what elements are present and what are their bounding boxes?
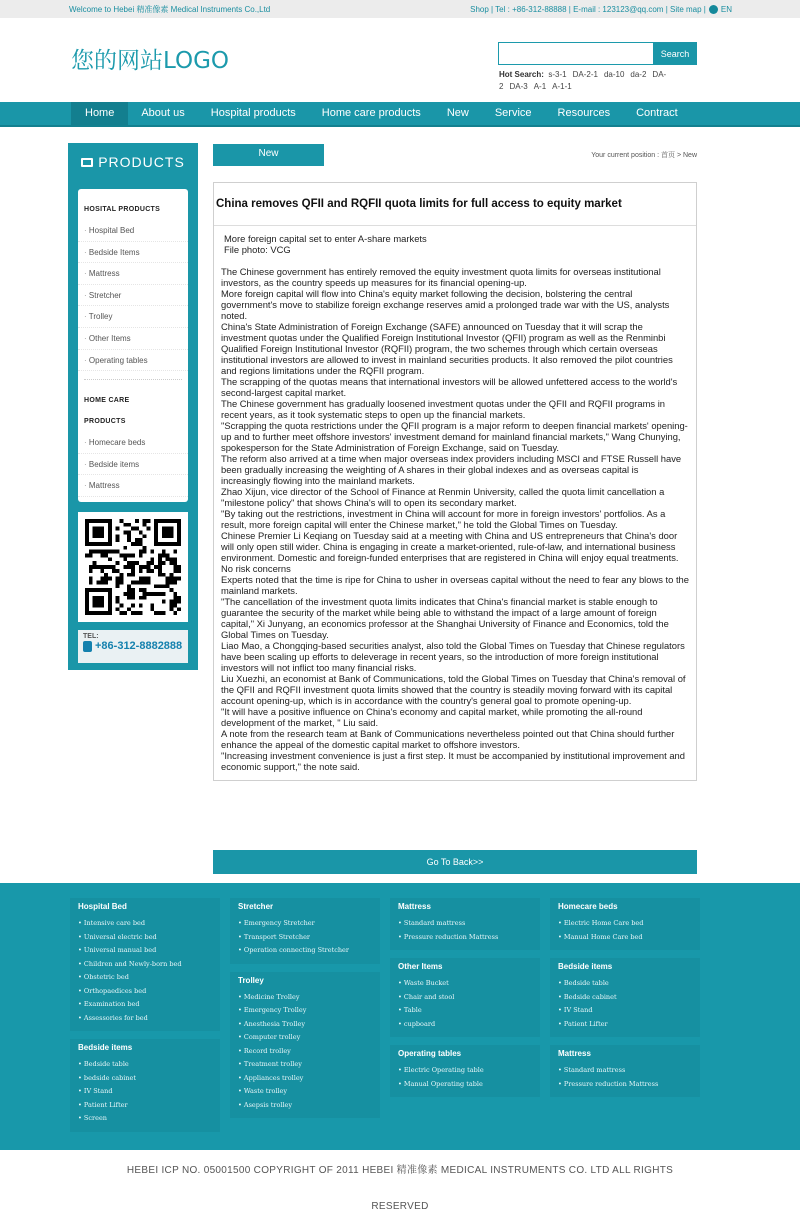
nav-item-resources[interactable]: Resources (557, 107, 611, 119)
footer-column (70, 898, 220, 1140)
footer-link[interactable]: • Emergency Stretcher (238, 917, 372, 931)
hot-keyword-link[interactable]: DA-2-1 (572, 70, 598, 79)
footer-block (70, 1039, 220, 1132)
sidebar-item[interactable]: · Operating tables (78, 350, 188, 372)
copyright-line-2: RESERVED (371, 1201, 429, 1212)
article-area (213, 143, 697, 781)
footer-link[interactable]: • Chair and stool (398, 991, 532, 1005)
footer-block (390, 958, 540, 1037)
footer-link[interactable]: • Assessories for bed (78, 1012, 212, 1026)
article-body (214, 226, 696, 780)
footer-heading[interactable]: Homecare beds (558, 902, 618, 911)
footer-link[interactable]: • IV Stand (558, 1004, 692, 1018)
footer-link[interactable]: • Anesthesia Trolley (238, 1018, 372, 1032)
monitor-icon (81, 158, 93, 167)
language-link[interactable]: EN (720, 4, 732, 14)
footer-link[interactable]: • Transport Stretcher (238, 931, 372, 945)
footer-link[interactable]: • bedside cabinet (78, 1072, 212, 1086)
article-paragraph: "Increasing investment convenience is just a first step. It must be accompanied by institutional improvement and economic support," the note said. (221, 750, 685, 772)
footer-heading[interactable]: Bedside items (78, 1043, 133, 1052)
sidebar-item[interactable]: · Mattress (78, 475, 188, 497)
footer-block (550, 958, 700, 1037)
sidebar-item[interactable]: · Homecare beds (78, 432, 188, 454)
footer-link[interactable]: • Record trolley (238, 1045, 372, 1059)
nav-item-home-care-products[interactable]: Home care products (321, 107, 421, 119)
hot-keyword-link[interactable]: da-2 (630, 70, 647, 79)
footer-link[interactable]: • Manual Home Care bed (558, 931, 692, 945)
section-header (213, 143, 697, 167)
article-paragraph: The reform also arrived at a time when major overseas index providers including MSCI and FTSE Russell have been gradually increasing the weighting of A shares in their global indexes and as overseas capital is increasingly flowing into the mainland markets. (221, 453, 682, 486)
qr-code-image (85, 519, 181, 615)
footer-link[interactable]: • Table (398, 1004, 532, 1018)
tel-number (83, 640, 183, 652)
footer-heading[interactable]: Hospital Bed (78, 902, 127, 911)
main-nav (0, 102, 800, 127)
footer-column (390, 898, 540, 1140)
sidebar-item[interactable]: · Bedside items (78, 454, 188, 476)
footer-link[interactable]: • Standard mattress (398, 917, 532, 931)
footer-link[interactable]: • Bedside table (558, 977, 692, 991)
article-paragraph: The Chinese government has entirely removed the equity investment quota limits for overseas institutional investors, as the country speeds up measures for its financial opening-up. (221, 266, 661, 288)
footer-link[interactable]: • Universal electric bed (78, 931, 212, 945)
sidebar-category-list (78, 189, 188, 502)
welcome-text: Welcome to Hebei 精准像素 Medical Instruments Co.,Ltd (69, 4, 271, 14)
sidebar-group-heading[interactable]: HOME CARE PRODUCTS (84, 397, 130, 426)
footer-link[interactable]: • Examination bed (78, 998, 212, 1012)
footer-heading[interactable]: Other Items (398, 962, 443, 971)
section-tab: New (213, 144, 324, 166)
footer-link[interactable]: • cupboard (398, 1018, 532, 1032)
hot-keyword-link[interactable]: A-1 (533, 82, 547, 91)
article-title: China removes QFII and RQFII quota limits for full access to equity market (214, 183, 696, 226)
hot-keyword-link[interactable]: DA-2 (499, 70, 667, 91)
top-links-text[interactable]: Shop | Tel : +86-312-88888 | E-mail : 123123@qq.com | Site map | (470, 4, 706, 14)
article-paragraph: Liao Mao, a Chongqing-based securities analyst, also told the Global Times on Tuesday that Chinese regulators have been scaling up efforts to deleverage in recent years, so the introduction of more foreign institutional investors will not inflict too many financial risks. (221, 640, 685, 673)
lead-line: File photo: VCG (224, 244, 291, 255)
hot-search-label: Hot Search: (499, 70, 544, 79)
footer-block (70, 898, 220, 1031)
copyright (0, 1150, 800, 1224)
footer-link[interactable]: • Emergency Trolley (238, 1004, 372, 1018)
footer-links (0, 883, 800, 1150)
footer-block (550, 898, 700, 950)
nav-item-service[interactable]: Service (494, 107, 532, 119)
footer-link[interactable]: • Pressure reduction Mattress (558, 1078, 692, 1092)
article-paragraph: Zhao Xijun, vice director of the School of Finance at Renmin University, called the quota limit cancellation a "milestone policy" that shows China's will to open its secondary market. (221, 486, 665, 508)
footer-heading[interactable]: Operating tables (398, 1049, 462, 1058)
article-paragraph: China's State Administration of Foreign Exchange (SAFE) announced on Tuesday that it will scrap the investment quotas under the Qualified Foreign Institutional Investor (QFII) program as well as the Renminbi Qualified Foreign Institutional Investor (RQFII) program, the two schemes through which certain overseas institutional investors are allowed to invest in mainland securities products. It also removed the pilot countries and regions limitations under the RQFII program. (221, 321, 673, 376)
article-paragraph: The Chinese government has gradually loosened investment quotas under the QFII and RQFII programs in recent years, as it took systematic steps to open up the financial markets. (221, 398, 665, 420)
article-paragraph: "It will have a positive influence on China's economy and capital market, while promoting the all-round development of the market, " Liu said. (221, 706, 643, 728)
footer-link[interactable]: • Asepsis trolley (238, 1099, 372, 1113)
footer-link[interactable]: • Patient Lifter (78, 1099, 212, 1113)
sidebar-item[interactable]: · Stretcher (78, 285, 188, 307)
footer-link[interactable]: • Bedside cabinet (558, 991, 692, 1005)
site-logo[interactable]: 您的网站LOGO (71, 48, 230, 74)
hot-search (499, 69, 679, 93)
lead-line: More foreign capital set to enter A-share markets (224, 233, 427, 244)
article-paragraph: The scrapping of the quotas means that international investors will be allowed unfettered access to the world's second-largest capital market. (221, 376, 678, 398)
footer-heading[interactable]: Trolley (238, 975, 264, 985)
article-paragraph: Liu Xuezhi, an economist at Bank of Communications, told the Global Times on Tuesday that China's removal of the QFII and RQFII investment quota limits showed that the country is steadily moving forward with its capital account opening-up, which is in accordance with the country's general goal to promote opening-up. (221, 673, 686, 706)
footer-link[interactable]: • Universal manual bed (78, 944, 212, 958)
footer-link[interactable]: • Orthopaedices bed (78, 985, 212, 999)
hot-keyword-link[interactable]: A-1-1 (552, 82, 572, 91)
search-button[interactable]: Search (653, 42, 697, 65)
footer-column (550, 898, 700, 1140)
hot-keyword-link[interactable]: da-10 (603, 70, 625, 79)
footer-heading[interactable]: Stretcher (238, 902, 274, 911)
footer-link[interactable]: • Waste Bucket (398, 977, 532, 991)
globe-icon (709, 5, 718, 14)
article-paragraph: A note from the research team at Bank of Communications nevertheless pointed out that China should further enhance the appeal of the domestic capital market to offshore investors. (221, 728, 675, 750)
footer-link[interactable]: • IV Stand (78, 1085, 212, 1099)
top-links[interactable] (470, 5, 732, 14)
sidebar-title (68, 143, 198, 181)
article-paragraph: "Scrapping the quota restrictions under the QFII program is a major reform to deepen financial markets' opening-up and to further meet offshore investors' investment demand for mainland financial markets," Wang Chunying, spokesperson for the State Administration of Foreign Exchange, said on Tuesday. (221, 420, 688, 453)
footer-link[interactable]: • Patient Lifter (558, 1018, 692, 1032)
phone-icon (83, 641, 92, 652)
sidebar-title-text: PRODUCTS (98, 154, 185, 170)
nav-item-hospital-products[interactable]: Hospital products (210, 107, 296, 119)
copyright-line-1: HEBEI ICP NO. 05001500 COPYRIGHT OF 2011 HEBEI 精准像素 MEDICAL INSTRUMENTS CO. LTD ALL RIGHTS (126, 1165, 674, 1176)
sidebar-group-heading[interactable]: HOSITAL PRODUCTS (84, 206, 161, 213)
breadcrumb: Your current position : 首页 > New (591, 152, 697, 159)
footer-link[interactable]: • Electric Home Care bed (558, 917, 692, 931)
sidebar-item[interactable]: · Other Items (78, 328, 188, 350)
footer-link[interactable]: • Screen (78, 1112, 212, 1126)
article-paragraph: "The cancellation of the investment quota limits indicates that China's financial market is stable enough to guarantee the security of the market while being able to withstand the impact of a large amount of foreign capital," Xi Junyang, an economics professor at the Shanghai University of Finance and Economics, told the Global Times on Tuesday. (221, 596, 669, 640)
article-paragraph: "By taking out the restrictions, investment in China will account for more in foreign investors' portfolios. As a result, more foreign capital will enter the Chinese market," he told the Global Times on Tuesday. (221, 508, 666, 530)
footer-link[interactable]: • Manual Operating table (398, 1078, 532, 1092)
footer-link[interactable]: • Bedside table (78, 1058, 212, 1072)
article-lead (221, 233, 690, 255)
footer-link[interactable]: • Pressure reduction Mattress (398, 931, 532, 945)
products-sidebar (68, 143, 198, 670)
content-area (0, 127, 800, 883)
search-input[interactable] (498, 42, 653, 65)
search-bar (498, 42, 697, 65)
article-paragraph: No risk concerns (221, 563, 291, 574)
header (0, 18, 800, 102)
tel-box (78, 630, 188, 663)
footer-link[interactable]: • Computer trolley (238, 1031, 372, 1045)
footer-block (390, 898, 540, 950)
nav-item-home[interactable]: Home (71, 102, 128, 125)
article-paragraph: Experts noted that the time is ripe for China to usher in overseas capital without the need to fear any blows to the mainland markets. (221, 574, 689, 596)
footer-block (230, 898, 380, 964)
nav-item-about-us[interactable]: About us (141, 107, 185, 119)
article-paragraph: Chinese Premier Li Keqiang on Tuesday said at a meeting with China and US entrepreneurs that China's door will only open still wider. China is engaging in create a market-oriented, rule-of-law, and international business environment. Domestic and foreign-funded enterprises that are registered in China will enjoy equal treatments. (221, 530, 679, 563)
article-paragraph: More foreign capital will flow into China's equity market following the decision, bolstering the central government's move to stabilize foreign exchange reserves amid a prolonged trade war with the US, analysts noted. (221, 288, 670, 321)
footer-link[interactable]: • Standard mattress (558, 1064, 692, 1078)
tel-label: TEL: (83, 633, 99, 640)
qr-code (78, 512, 188, 622)
footer-link[interactable]: • Operation connecting Stretcher (238, 944, 372, 958)
nav-item-contract[interactable]: Contract (636, 107, 678, 119)
footer-heading[interactable]: Mattress (558, 1049, 591, 1058)
footer-block (230, 972, 380, 1119)
footer-link[interactable]: • Appliances trolley (238, 1072, 372, 1086)
footer-link[interactable]: • Treatment trolley (238, 1058, 372, 1072)
nav-item-new[interactable]: New (446, 107, 469, 119)
hot-keyword-link[interactable]: s-3-1 (548, 70, 567, 79)
top-bar (0, 0, 800, 18)
article (213, 182, 697, 781)
hot-keyword-link[interactable]: DA-3 (509, 82, 528, 91)
footer-link[interactable]: • Intensive care bed (78, 917, 212, 931)
tel-number-text: +86-312-8882888 (95, 640, 183, 652)
sidebar-item[interactable]: · Mattress (78, 263, 188, 285)
footer-link[interactable]: • Waste trolley (238, 1085, 372, 1099)
sidebar-item[interactable]: · Hospital Bed (78, 220, 188, 242)
go-back-button[interactable]: Go To Back>> (213, 850, 697, 874)
footer-block (390, 1045, 540, 1097)
footer-link[interactable]: • Medicine Trolley (238, 991, 372, 1005)
footer-heading[interactable]: Bedside items (558, 962, 613, 971)
footer-link[interactable]: • Children and Newly-born bed (78, 958, 212, 972)
footer-link[interactable]: • Electric Operating table (398, 1064, 532, 1078)
footer-block (550, 1045, 700, 1097)
footer-column (230, 898, 380, 1140)
sidebar-item[interactable]: · Bedside Items (78, 242, 188, 264)
footer-link[interactable]: • Obstetric bed (78, 971, 212, 985)
sidebar-item[interactable]: · Trolley (78, 306, 188, 328)
sidebar-divider (84, 379, 182, 380)
footer-heading[interactable]: Mattress (398, 902, 431, 911)
